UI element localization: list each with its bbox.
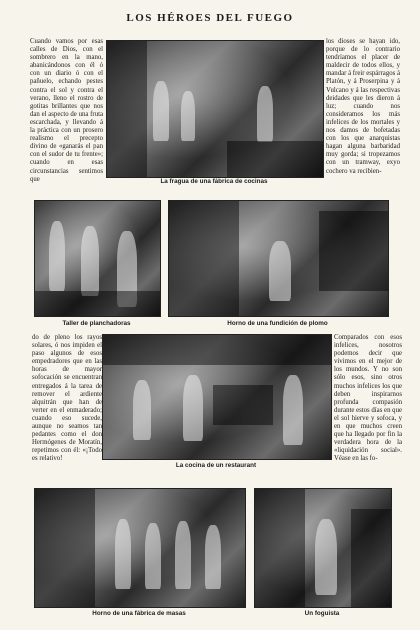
caption-masas: Horno de una fábrica de masas: [92, 610, 186, 617]
article-column-left-2: do de pleno los rayos solares, ó nos impiden el paso algunos de esos empedradores que en las horas de mayor sofocación se encuentran entregados á la tarea de remover el ardiente alquitrán que han de verter en el enmaderado; cuando eso sucede, aunque no seamos tan pedantes como el don Hermógenes de Moratín, repetimos con él: «¡Todo es relativo!: [32, 334, 102, 463]
article-column-left-1: Cuando vamos por esas calles de Dios, con el sombrero en la mano, abanicándonos con él ó con un diario ó con el pañuelo, echando pestes contra el sol y contra el verano, lleno el rostro de gotitas brillantes que nos dan el aspecto de una fruta escarchada, y llevando á la práctica con un prosero realismo el precepto divino de «ganarás el pan con el sudor de tu frente»; cuando en esas circunstancias sentimos que: [30, 38, 103, 183]
photo-masas: [34, 488, 246, 608]
caption-cocina: La cocina de un restaurant: [175, 462, 257, 469]
photo-plomo: [168, 200, 389, 317]
caption-planchadoras: Taller de planchadoras: [62, 320, 131, 327]
photo-foguista: [254, 488, 392, 608]
photo-fragua: [106, 40, 324, 178]
caption-fragua: La fragua de una fábrica de cocinas: [160, 178, 268, 185]
photo-cocina: [102, 334, 332, 460]
page-title: LOS HÉROES DEL FUEGO: [126, 12, 294, 24]
article-column-right-2: Comparados con esos infelices, nosotros podemos decir que vivimos en el mejor de los mundos. Y no son sólo esos, sino otros muchos infelices los que deben inspirarnos profunda compasión durante estos días en que el sol hierve y sofoca, y en que muchos creen que ha llegado por fin la verdadera hora de la «liquidación social». Véase en las fo-: [334, 334, 402, 463]
caption-foguista: Un foguista: [304, 610, 340, 617]
photo-planchadoras: [34, 200, 161, 317]
article-column-right-1: los dioses se hayan ido, porque de lo contrario tendríamos el placer de maldecir de todos ellos, y mandar á freir espárragos á Platón, y á Proserpina y á Vulcano y á las respectivas deidades que les dieron á luz; cuando nos consideramos los más infelices de los mortales y nos damos de bofetadas con los que anarquistas hagan alguna barbaridad muy gorda; si tropezamos con un tramway, exyo cochero va recibien-: [326, 38, 400, 175]
caption-plomo: Horno de una fundición de plomo: [227, 320, 328, 327]
